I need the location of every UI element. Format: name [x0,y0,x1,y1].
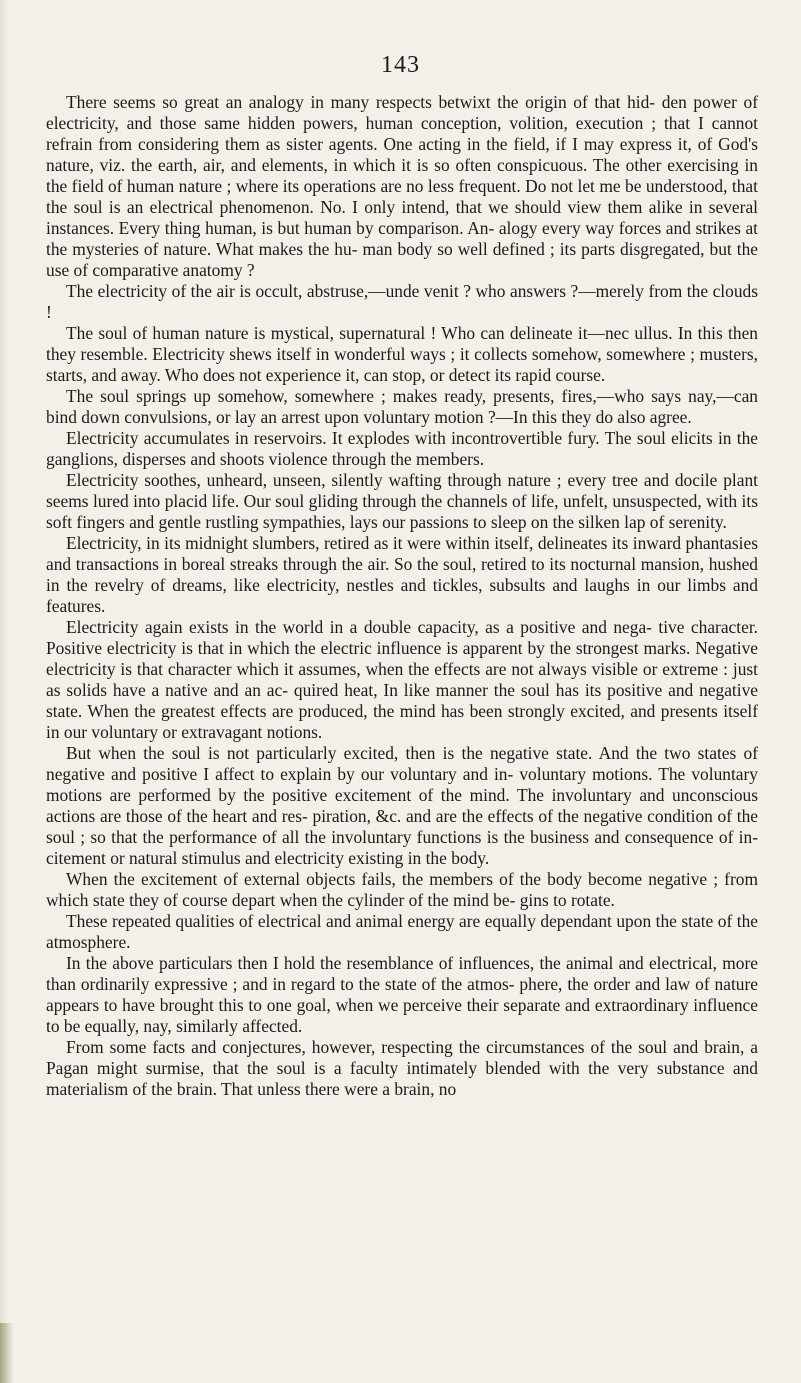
paragraph-3: The soul of human nature is mystical, supernatural ! Who can delineate it—nec ullus. In this then they resemble. Electricity shews itself in wonderful ways ; it collects somehow, somewhere ; musters, starts, and away. Who does not experience it, can stop, or detect its rapid course. [46,323,758,385]
paragraph-6: Electricity soothes, unheard, unseen, silently wafting through nature ; every tree and docile plant seems lured into placid life. Our soul gliding through the channels of life, unfelt, unsuspected, with its soft fingers and gentle rustling sympathies, lays our passions to sleep on the silken lap of serenity. [46,470,758,532]
paragraph-13: From some facts and conjectures, however, respecting the circumstances of the soul and brain, a Pagan might surmise, that the soul is a faculty intimately blended with the very substance and materialism of the brain. That unless there were a brain, no [46,1037,758,1099]
paragraph-8: Electricity again exists in the world in a double capacity, as a positive and nega- tive character. Positive electricity is that in which the electric influence is apparent by the strongest marks. Negative electricity is that character which it assumes, when the effects are not always visible or extreme : just as solids have a native and an ac- quired heat, In like manner the soul has its positive and negative state. When the greatest effects are produced, the mind has been strongly excited, and presents itself in our voluntary or extravagant notions. [46,617,758,742]
paragraph-10: When the excitement of external objects fails, the members of the body become negative ; from which state they of course depart when the cylinder of the mind be- gins to rotate. [46,869,758,910]
page-body-text [46,92,758,1100]
binding-stain [0,1323,14,1383]
page-edge-shadow [0,0,8,1383]
paragraph-12: In the above particulars then I hold the resemblance of influences, the animal and electrical, more than ordinarily expressive ; and in regard to the state of the atmos- phere, the order and law of nature appears to have brought this to one goal, when we perceive their separate and extraordinary influence to be equally, nay, similarly affected. [46,953,758,1036]
paragraph-9: But when the soul is not particularly excited, then is the negative state. And the two states of negative and positive I affect to explain by our voluntary and in- voluntary motions. The voluntary motions are performed by the positive excitement of the mind. The involuntary and unconscious actions are those of the heart and res- piration, &c. and are the effects of the negative condition of the soul ; so that the performance of all the involuntary functions is the business and consequence of in- citement or natural stimulus and electricity existing in the body. [46,743,758,868]
paragraph-11: These repeated qualities of electrical and animal energy are equally dependant upon the state of the atmosphere. [46,911,758,952]
page-number: 143 [381,52,420,78]
paragraph-7: Electricity, in its midnight slumbers, retired as it were within itself, delineates its inward phantasies and transactions in boreal streaks through the air. So the soul, retired to its nocturnal mansion, hushed in the revelry of dreams, like electricity, nestles and tickles, subsults and laughs in our limbs and features. [46,533,758,616]
paragraph-1: There seems so great an analogy in many respects betwixt the origin of that hid- den power of electricity, and those same hidden powers, human conception, volition, execution ; that I cannot refrain from considering them as sister agents. One acting in the field, if I may express it, of God's nature, viz. the earth, air, and elements, in which it is so often conspicuous. The other exercising in the field of human nature ; where its operations are no less frequent. Do not let me be understood, that the soul is an electrical phenomenon. No. I only intend, that we should view them alike in several instances. Every thing human, is but human by comparison. An- alogy every way forces and strikes at the mysteries of nature. What makes the hu- man body so well defined ; its parts disgregated, but the use of comparative anatomy ? [46,92,758,280]
paragraph-5: Electricity accumulates in reservoirs. It explodes with incontrovertible fury. The soul elicits in the ganglions, disperses and shoots violence through the members. [46,428,758,469]
paragraph-2: The electricity of the air is occult, abstruse,—unde venit ? who answers ?—merely from the clouds ! [46,281,758,322]
paragraph-4: The soul springs up somehow, somewhere ; makes ready, presents, fires,—who says nay,—can bind down convulsions, or lay an arrest upon voluntary motion ?—In this they do also agree. [46,386,758,427]
